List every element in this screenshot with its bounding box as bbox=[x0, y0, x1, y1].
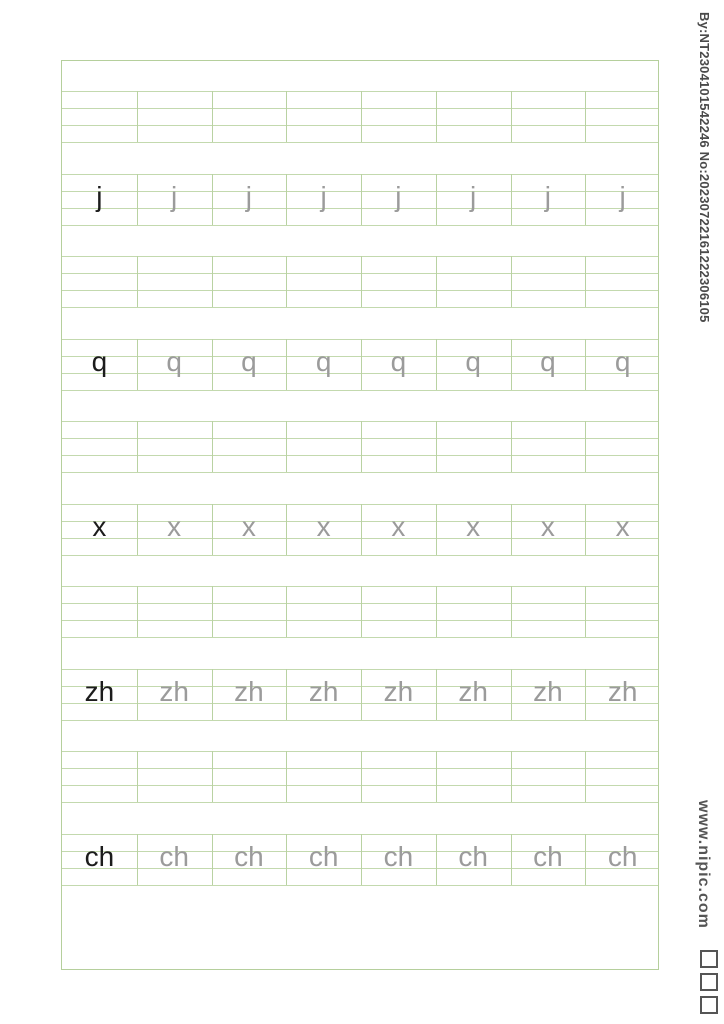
guide-line bbox=[62, 504, 658, 505]
column-divider bbox=[361, 421, 362, 472]
guide-line bbox=[62, 555, 658, 556]
column-divider bbox=[361, 91, 362, 142]
column-divider bbox=[436, 586, 437, 637]
guide-line bbox=[62, 669, 658, 670]
column-divider bbox=[436, 91, 437, 142]
model-letter: j bbox=[96, 180, 103, 212]
column-divider bbox=[286, 421, 287, 472]
column-divider bbox=[511, 421, 512, 472]
trace-letter: q bbox=[315, 345, 332, 377]
trace-letter: j bbox=[245, 180, 252, 212]
trace-letter: x bbox=[316, 510, 331, 542]
model-letter: x bbox=[92, 510, 107, 542]
trace-letter: j bbox=[470, 180, 477, 212]
column-divider bbox=[137, 751, 138, 802]
guide-line bbox=[62, 768, 658, 769]
trace-letter: ch bbox=[159, 840, 189, 872]
model-letter: ch bbox=[84, 840, 115, 872]
guide-line bbox=[62, 885, 658, 886]
guide-line bbox=[62, 290, 658, 291]
trace-letter: x bbox=[466, 510, 481, 542]
column-divider bbox=[137, 91, 138, 142]
trace-letter: j bbox=[320, 180, 327, 212]
guide-line bbox=[62, 720, 658, 721]
guide-line bbox=[62, 785, 658, 786]
column-divider bbox=[585, 91, 586, 142]
column-divider bbox=[585, 256, 586, 307]
column-divider bbox=[212, 91, 213, 142]
trace-letter: j bbox=[171, 180, 178, 212]
guide-line bbox=[62, 455, 658, 456]
guide-line bbox=[62, 108, 658, 109]
guide-line bbox=[62, 256, 658, 257]
model-letter: zh bbox=[84, 675, 115, 707]
column-divider bbox=[286, 256, 287, 307]
trace-letter: zh bbox=[458, 675, 488, 707]
column-divider bbox=[212, 586, 213, 637]
trace-letter: zh bbox=[533, 675, 563, 707]
watermark-id-text: By:NT2304101542246 No:20230722161222306105 bbox=[697, 12, 712, 323]
column-divider bbox=[511, 586, 512, 637]
trace-letter: zh bbox=[234, 675, 264, 707]
column-divider bbox=[137, 256, 138, 307]
column-divider bbox=[436, 751, 437, 802]
writing-grid bbox=[61, 60, 659, 970]
column-divider bbox=[361, 751, 362, 802]
column-divider bbox=[212, 421, 213, 472]
guide-line bbox=[62, 586, 658, 587]
guide-line bbox=[62, 438, 658, 439]
trace-letter: ch bbox=[234, 840, 264, 872]
guide-line bbox=[62, 802, 658, 803]
trace-letter: zh bbox=[383, 675, 414, 707]
trace-letter: x bbox=[167, 510, 182, 542]
column-divider bbox=[286, 586, 287, 637]
guide-line bbox=[62, 273, 658, 274]
trace-letter: q bbox=[614, 345, 631, 377]
trace-letter: ch bbox=[308, 840, 339, 872]
trace-letter: j bbox=[619, 180, 626, 212]
guide-line bbox=[62, 421, 658, 422]
nipic-logo bbox=[700, 950, 720, 1014]
guide-line bbox=[62, 225, 658, 226]
column-divider bbox=[212, 751, 213, 802]
column-divider bbox=[361, 256, 362, 307]
column-divider bbox=[585, 586, 586, 637]
column-divider bbox=[137, 421, 138, 472]
trace-letter: x bbox=[540, 510, 555, 542]
model-letter: q bbox=[91, 345, 108, 377]
guide-line bbox=[62, 637, 658, 638]
trace-letter: x bbox=[241, 510, 256, 542]
column-divider bbox=[511, 256, 512, 307]
trace-letter: q bbox=[241, 345, 257, 377]
watermark-site-text: www.nipic.com bbox=[695, 800, 712, 929]
guide-line bbox=[62, 307, 658, 308]
guide-line bbox=[62, 390, 658, 391]
trace-letter: j bbox=[544, 180, 551, 212]
column-divider bbox=[585, 751, 586, 802]
guide-line bbox=[62, 751, 658, 752]
column-divider bbox=[436, 256, 437, 307]
column-divider bbox=[212, 256, 213, 307]
column-divider bbox=[361, 586, 362, 637]
trace-letter: ch bbox=[458, 840, 488, 872]
trace-letter: ch bbox=[533, 840, 563, 872]
column-divider bbox=[585, 421, 586, 472]
guide-line bbox=[62, 472, 658, 473]
trace-letter: ch bbox=[607, 840, 638, 872]
column-divider bbox=[137, 586, 138, 637]
column-divider bbox=[286, 91, 287, 142]
trace-letter: zh bbox=[607, 675, 638, 707]
trace-letter: x bbox=[391, 510, 406, 542]
trace-letter: q bbox=[390, 345, 407, 377]
column-divider bbox=[511, 751, 512, 802]
trace-letter: q bbox=[166, 345, 182, 377]
guide-line bbox=[62, 339, 658, 340]
column-divider bbox=[286, 751, 287, 802]
guide-line bbox=[62, 834, 658, 835]
guide-line bbox=[62, 603, 658, 604]
guide-line bbox=[62, 142, 658, 143]
trace-letter: x bbox=[615, 510, 630, 542]
guide-line bbox=[62, 620, 658, 621]
column-divider bbox=[511, 91, 512, 142]
guide-line bbox=[62, 125, 658, 126]
trace-letter: zh bbox=[159, 675, 189, 707]
trace-letter: zh bbox=[308, 675, 339, 707]
guide-line bbox=[62, 91, 658, 92]
trace-letter: ch bbox=[383, 840, 414, 872]
trace-letter: q bbox=[465, 345, 481, 377]
trace-letter: q bbox=[540, 345, 556, 377]
guide-line bbox=[62, 174, 658, 175]
column-divider bbox=[436, 421, 437, 472]
trace-letter: j bbox=[395, 180, 402, 212]
